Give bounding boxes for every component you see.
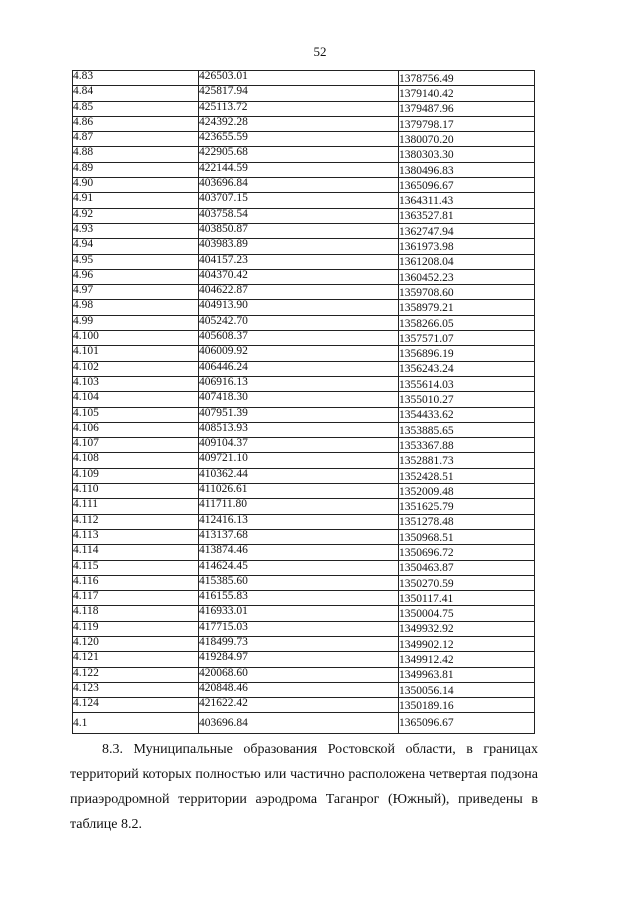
y-coordinate-cell: 1349963.81 [399, 667, 535, 682]
x-coordinate-cell: 404157.23 [199, 254, 399, 269]
y-coordinate-cell: 1364311.43 [399, 193, 535, 208]
point-number-cell: 4.100 [73, 331, 199, 346]
table-row [73, 422, 535, 437]
point-number-cell: 4.97 [73, 285, 199, 300]
table-row [73, 239, 535, 254]
y-coordinate-cell: 1355614.03 [399, 376, 535, 391]
y-coordinate-cell: 1378756.49 [399, 71, 535, 86]
point-number-cell: 4.84 [73, 86, 199, 101]
point-number-cell: 4.121 [73, 652, 199, 667]
point-number-cell: 4.115 [73, 560, 199, 575]
table-row [73, 621, 535, 636]
table-row [73, 346, 535, 361]
table-row [73, 529, 535, 544]
x-coordinate-cell: 425817.94 [199, 86, 399, 101]
coordinates-table [72, 70, 535, 734]
x-coordinate-cell: 415385.60 [199, 575, 399, 590]
point-number-cell: 4.123 [73, 682, 199, 697]
y-coordinate-cell: 1358979.21 [399, 300, 535, 315]
x-coordinate-cell: 403707.15 [199, 193, 399, 208]
table-row [73, 392, 535, 407]
y-coordinate-cell: 1349932.92 [399, 621, 535, 636]
table-row [73, 132, 535, 147]
x-coordinate-cell: 426503.01 [199, 71, 399, 86]
x-coordinate-cell: 404370.42 [199, 269, 399, 284]
x-coordinate-cell: 404622.87 [199, 285, 399, 300]
x-coordinate-cell: 418499.73 [199, 636, 399, 651]
x-coordinate-cell: 417715.03 [199, 621, 399, 636]
table-row [73, 682, 535, 697]
table-row [73, 208, 535, 223]
table-row [73, 713, 535, 734]
table-row [73, 376, 535, 391]
point-number-cell: 4.112 [73, 514, 199, 529]
x-coordinate-cell: 406446.24 [199, 361, 399, 376]
x-coordinate-cell: 411711.80 [199, 499, 399, 514]
point-number-cell: 4.86 [73, 116, 199, 131]
y-coordinate-cell: 1350056.14 [399, 682, 535, 697]
x-coordinate-cell: 406009.92 [199, 346, 399, 361]
x-coordinate-cell: 422144.59 [199, 162, 399, 177]
point-number-cell: 4.91 [73, 193, 199, 208]
x-coordinate-cell: 407418.30 [199, 392, 399, 407]
x-coordinate-cell: 416155.83 [199, 591, 399, 606]
y-coordinate-cell: 1357571.07 [399, 331, 535, 346]
x-coordinate-cell: 414624.45 [199, 560, 399, 575]
x-coordinate-cell: 403850.87 [199, 223, 399, 238]
table-row [73, 484, 535, 499]
table-row [73, 147, 535, 162]
x-coordinate-cell: 423655.59 [199, 132, 399, 147]
point-number-cell: 4.85 [73, 101, 199, 116]
point-number-cell: 4.117 [73, 591, 199, 606]
y-coordinate-cell: 1350270.59 [399, 575, 535, 590]
point-number-cell: 4.105 [73, 407, 199, 422]
point-number-cell: 4.87 [73, 132, 199, 147]
y-coordinate-cell: 1365096.67 [399, 713, 535, 734]
table-row [73, 514, 535, 529]
point-number-cell: 4.93 [73, 223, 199, 238]
table-row [73, 331, 535, 346]
y-coordinate-cell: 1359708.60 [399, 285, 535, 300]
table-row [73, 652, 535, 667]
y-coordinate-cell: 1349902.12 [399, 636, 535, 651]
x-coordinate-cell: 403758.54 [199, 208, 399, 223]
point-number-cell: 4.122 [73, 667, 199, 682]
y-coordinate-cell: 1350968.51 [399, 529, 535, 544]
point-number-cell: 4.94 [73, 239, 199, 254]
point-number-cell: 4.95 [73, 254, 199, 269]
y-coordinate-cell: 1361208.04 [399, 254, 535, 269]
y-coordinate-cell: 1352009.48 [399, 484, 535, 499]
table-row [73, 361, 535, 376]
y-coordinate-cell: 1356243.24 [399, 361, 535, 376]
y-coordinate-cell: 1351625.79 [399, 499, 535, 514]
point-number-cell: 4.111 [73, 499, 199, 514]
point-number-cell: 4.108 [73, 453, 199, 468]
y-coordinate-cell: 1360452.23 [399, 269, 535, 284]
y-coordinate-cell: 1349912.42 [399, 652, 535, 667]
point-number-cell: 4.124 [73, 698, 199, 713]
table-row [73, 162, 535, 177]
y-coordinate-cell: 1363527.81 [399, 208, 535, 223]
x-coordinate-cell: 409104.37 [199, 438, 399, 453]
x-coordinate-cell: 403696.84 [199, 178, 399, 193]
y-coordinate-cell: 1380496.83 [399, 162, 535, 177]
y-coordinate-cell: 1379487.96 [399, 101, 535, 116]
y-coordinate-cell: 1379798.17 [399, 116, 535, 131]
section-paragraph [70, 737, 538, 837]
point-number-cell: 4.104 [73, 392, 199, 407]
point-number-cell: 4.113 [73, 529, 199, 544]
point-number-cell: 4.107 [73, 438, 199, 453]
x-coordinate-cell: 425113.72 [199, 101, 399, 116]
point-number-cell: 4.106 [73, 422, 199, 437]
y-coordinate-cell: 1350004.75 [399, 606, 535, 621]
x-coordinate-cell: 420848.46 [199, 682, 399, 697]
table-row [73, 86, 535, 101]
x-coordinate-cell: 408513.93 [199, 422, 399, 437]
table-row [73, 438, 535, 453]
point-number-cell: 4.96 [73, 269, 199, 284]
table-row [73, 116, 535, 131]
y-coordinate-cell: 1353367.88 [399, 438, 535, 453]
table-row [73, 269, 535, 284]
point-number-cell: 4.92 [73, 208, 199, 223]
x-coordinate-cell: 406916.13 [199, 376, 399, 391]
x-coordinate-cell: 413874.46 [199, 545, 399, 560]
y-coordinate-cell: 1353885.65 [399, 422, 535, 437]
point-number-cell: 4.1 [73, 713, 199, 734]
x-coordinate-cell: 403983.89 [199, 239, 399, 254]
y-coordinate-cell: 1380070.20 [399, 132, 535, 147]
y-coordinate-cell: 1351278.48 [399, 514, 535, 529]
x-coordinate-cell: 409721.10 [199, 453, 399, 468]
y-coordinate-cell: 1380303.30 [399, 147, 535, 162]
table-row [73, 178, 535, 193]
table-row [73, 545, 535, 560]
point-number-cell: 4.116 [73, 575, 199, 590]
x-coordinate-cell: 421622.42 [199, 698, 399, 713]
y-coordinate-cell: 1379140.42 [399, 86, 535, 101]
table-row [73, 499, 535, 514]
y-coordinate-cell: 1350117.41 [399, 591, 535, 606]
table-row [73, 667, 535, 682]
y-coordinate-cell: 1361973.98 [399, 239, 535, 254]
table-row [73, 193, 535, 208]
table-row [73, 698, 535, 713]
point-number-cell: 4.89 [73, 162, 199, 177]
y-coordinate-cell: 1362747.94 [399, 223, 535, 238]
point-number-cell: 4.102 [73, 361, 199, 376]
point-number-cell: 4.114 [73, 545, 199, 560]
table-row [73, 407, 535, 422]
table-row [73, 591, 535, 606]
point-number-cell: 4.90 [73, 178, 199, 193]
y-coordinate-cell: 1350189.16 [399, 698, 535, 713]
point-number-cell: 4.120 [73, 636, 199, 651]
x-coordinate-cell: 403696.84 [199, 713, 399, 734]
page-number: 52 [313, 44, 327, 59]
table-row [73, 254, 535, 269]
point-number-cell: 4.110 [73, 484, 199, 499]
table-row [73, 575, 535, 590]
paragraph-text: 8.3. Муниципальные образования Ростовской области, в границах территорий которых полностью или частично расположена четвертая подзона приаэродромной территории аэродрома Таганрог (Южный), приведены в таблице 8.2. [70, 742, 538, 832]
table-body [73, 71, 535, 734]
y-coordinate-cell: 1352428.51 [399, 468, 535, 483]
point-number-cell: 4.83 [73, 71, 199, 86]
x-coordinate-cell: 413137.68 [199, 529, 399, 544]
table-row [73, 315, 535, 330]
table-row [73, 71, 535, 86]
table-row [73, 560, 535, 575]
x-coordinate-cell: 412416.13 [199, 514, 399, 529]
table-row [73, 223, 535, 238]
point-number-cell: 4.118 [73, 606, 199, 621]
x-coordinate-cell: 411026.61 [199, 484, 399, 499]
y-coordinate-cell: 1356896.19 [399, 346, 535, 361]
point-number-cell: 4.99 [73, 315, 199, 330]
point-number-cell: 4.88 [73, 147, 199, 162]
table-row [73, 468, 535, 483]
x-coordinate-cell: 420068.60 [199, 667, 399, 682]
point-number-cell: 4.101 [73, 346, 199, 361]
x-coordinate-cell: 405608.37 [199, 331, 399, 346]
point-number-cell: 4.98 [73, 300, 199, 315]
x-coordinate-cell: 419284.97 [199, 652, 399, 667]
table-row [73, 453, 535, 468]
y-coordinate-cell: 1354433.62 [399, 407, 535, 422]
y-coordinate-cell: 1355010.27 [399, 392, 535, 407]
x-coordinate-cell: 422905.68 [199, 147, 399, 162]
x-coordinate-cell: 404913.90 [199, 300, 399, 315]
table-row [73, 636, 535, 651]
x-coordinate-cell: 416933.01 [199, 606, 399, 621]
table-row [73, 300, 535, 315]
x-coordinate-cell: 424392.28 [199, 116, 399, 131]
y-coordinate-cell: 1352881.73 [399, 453, 535, 468]
table-row [73, 606, 535, 621]
y-coordinate-cell: 1350463.87 [399, 560, 535, 575]
point-number-cell: 4.109 [73, 468, 199, 483]
point-number-cell: 4.119 [73, 621, 199, 636]
y-coordinate-cell: 1350696.72 [399, 545, 535, 560]
y-coordinate-cell: 1365096.67 [399, 178, 535, 193]
point-number-cell: 4.103 [73, 376, 199, 391]
y-coordinate-cell: 1358266.05 [399, 315, 535, 330]
table-row [73, 101, 535, 116]
table-row [73, 285, 535, 300]
x-coordinate-cell: 407951.39 [199, 407, 399, 422]
x-coordinate-cell: 410362.44 [199, 468, 399, 483]
x-coordinate-cell: 405242.70 [199, 315, 399, 330]
